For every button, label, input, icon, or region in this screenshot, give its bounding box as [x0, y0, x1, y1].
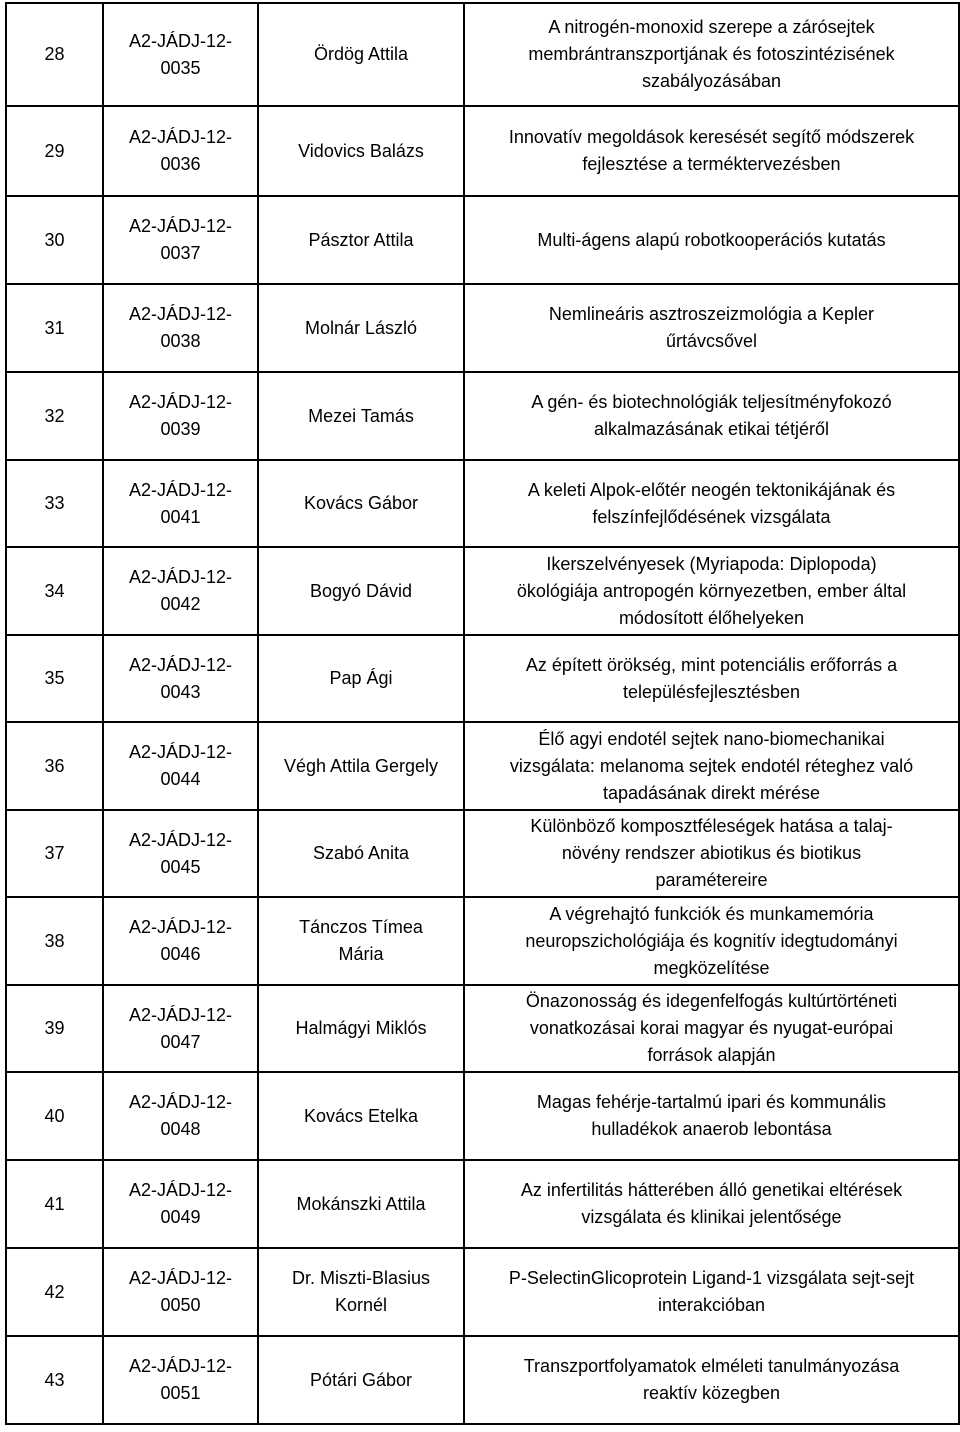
row-number: 43 [6, 1336, 103, 1424]
table-row [6, 810, 959, 897]
row-number: 31 [6, 284, 103, 372]
applicant-name: Pótári Gábor [258, 1336, 464, 1424]
row-number: 40 [6, 1072, 103, 1160]
row-number: 37 [6, 810, 103, 897]
applicant-name: Mezei Tamás [258, 372, 464, 460]
row-number: 29 [6, 106, 103, 196]
table-row [6, 547, 959, 635]
table-row [6, 1160, 959, 1248]
grant-id: A2-JÁDJ-12- 0048 [103, 1072, 258, 1160]
row-number: 34 [6, 547, 103, 635]
project-title: A keleti Alpok-előtér neogén tektonikájának és felszínfejlődésének vizsgálata [464, 460, 959, 547]
applicant-name: Mokánszki Attila [258, 1160, 464, 1248]
row-number: 30 [6, 196, 103, 284]
applicant-name: Molnár László [258, 284, 464, 372]
applicant-name: Pap Ági [258, 635, 464, 722]
row-number: 38 [6, 897, 103, 985]
project-title: A nitrogén-monoxid szerepe a zárósejtek membrántranszportjának és fotoszintézisének szabályozásában [464, 3, 959, 106]
table-row [6, 460, 959, 547]
table-row [6, 1336, 959, 1424]
row-number: 33 [6, 460, 103, 547]
project-title: Ikerszelvényesek (Myriapoda: Diplopoda) ökológiája antropogén környezetben, ember által módosított élőhelyeken [464, 547, 959, 635]
row-number: 41 [6, 1160, 103, 1248]
table-row [6, 106, 959, 196]
grant-id: A2-JÁDJ-12- 0038 [103, 284, 258, 372]
grant-id: A2-JÁDJ-12- 0042 [103, 547, 258, 635]
project-title: Magas fehérje-tartalmú ipari és kommunális hulladékok anaerob lebontása [464, 1072, 959, 1160]
applicant-name: Végh Attila Gergely [258, 722, 464, 810]
project-title: Élő agyi endotél sejtek nano-biomechanikai vizsgálata: melanoma sejtek endotél réteghez való tapadásának direkt mérése [464, 722, 959, 810]
grant-id: A2-JÁDJ-12- 0047 [103, 985, 258, 1072]
grant-id: A2-JÁDJ-12- 0050 [103, 1248, 258, 1336]
applicant-name: Kovács Etelka [258, 1072, 464, 1160]
grant-id: A2-JÁDJ-12- 0051 [103, 1336, 258, 1424]
applicant-name: Vidovics Balázs [258, 106, 464, 196]
table-row [6, 1072, 959, 1160]
grant-id: A2-JÁDJ-12- 0037 [103, 196, 258, 284]
applicant-name: Dr. Miszti-Blasius Kornél [258, 1248, 464, 1336]
project-title: Önazonosság és idegenfelfogás kultúrtörténeti vonatkozásai korai magyar és nyugat-európai források alapján [464, 985, 959, 1072]
row-number: 39 [6, 985, 103, 1072]
project-title: Különböző komposztféleségek hatása a talaj- növény rendszer abiotikus és biotikus paramétereire [464, 810, 959, 897]
project-title: P-SelectinGlicoprotein Ligand-1 vizsgálata sejt-sejt interakcióban [464, 1248, 959, 1336]
table-row [6, 3, 959, 106]
row-number: 28 [6, 3, 103, 106]
grant-id: A2-JÁDJ-12- 0039 [103, 372, 258, 460]
table-row [6, 722, 959, 810]
applicant-name: Tánczos Tímea Mária [258, 897, 464, 985]
table-row [6, 196, 959, 284]
grant-id: A2-JÁDJ-12- 0044 [103, 722, 258, 810]
row-number: 36 [6, 722, 103, 810]
project-title: Nemlineáris asztroszeizmológia a Kepler űrtávcsővel [464, 284, 959, 372]
project-title: Transzportfolyamatok elméleti tanulmányozása reaktív közegben [464, 1336, 959, 1424]
grant-id: A2-JÁDJ-12- 0049 [103, 1160, 258, 1248]
table-row [6, 897, 959, 985]
project-title: Az épített örökség, mint potenciális erőforrás a településfejlesztésben [464, 635, 959, 722]
grant-id: A2-JÁDJ-12- 0043 [103, 635, 258, 722]
grant-id: A2-JÁDJ-12- 0045 [103, 810, 258, 897]
table-row [6, 284, 959, 372]
applicant-name: Bogyó Dávid [258, 547, 464, 635]
row-number: 32 [6, 372, 103, 460]
grant-id: A2-JÁDJ-12- 0041 [103, 460, 258, 547]
project-title: Innovatív megoldások keresését segítő módszerek fejlesztése a terméktervezésben [464, 106, 959, 196]
row-number: 35 [6, 635, 103, 722]
grant-table-body [6, 3, 959, 1424]
table-row [6, 372, 959, 460]
applicant-name: Pásztor Attila [258, 196, 464, 284]
project-title: Multi-ágens alapú robotkooperációs kutatás [464, 196, 959, 284]
grant-id: A2-JÁDJ-12- 0035 [103, 3, 258, 106]
applicant-name: Szabó Anita [258, 810, 464, 897]
grant-id: A2-JÁDJ-12- 0046 [103, 897, 258, 985]
applicant-name: Halmágyi Miklós [258, 985, 464, 1072]
applicant-name: Kovács Gábor [258, 460, 464, 547]
project-title: A gén- és biotechnológiák teljesítményfokozó alkalmazásának etikai tétjéről [464, 372, 959, 460]
applicant-name: Ördög Attila [258, 3, 464, 106]
table-row [6, 985, 959, 1072]
project-title: A végrehajtó funkciók és munkamemória neuropszichológiája és kognitív idegtudományi megközelítése [464, 897, 959, 985]
table-row [6, 635, 959, 722]
table-row [6, 1248, 959, 1336]
project-title: Az infertilitás hátterében álló genetikai eltérések vizsgálata és klinikai jelentősége [464, 1160, 959, 1248]
grant-table [5, 2, 960, 1425]
row-number: 42 [6, 1248, 103, 1336]
grant-id: A2-JÁDJ-12- 0036 [103, 106, 258, 196]
